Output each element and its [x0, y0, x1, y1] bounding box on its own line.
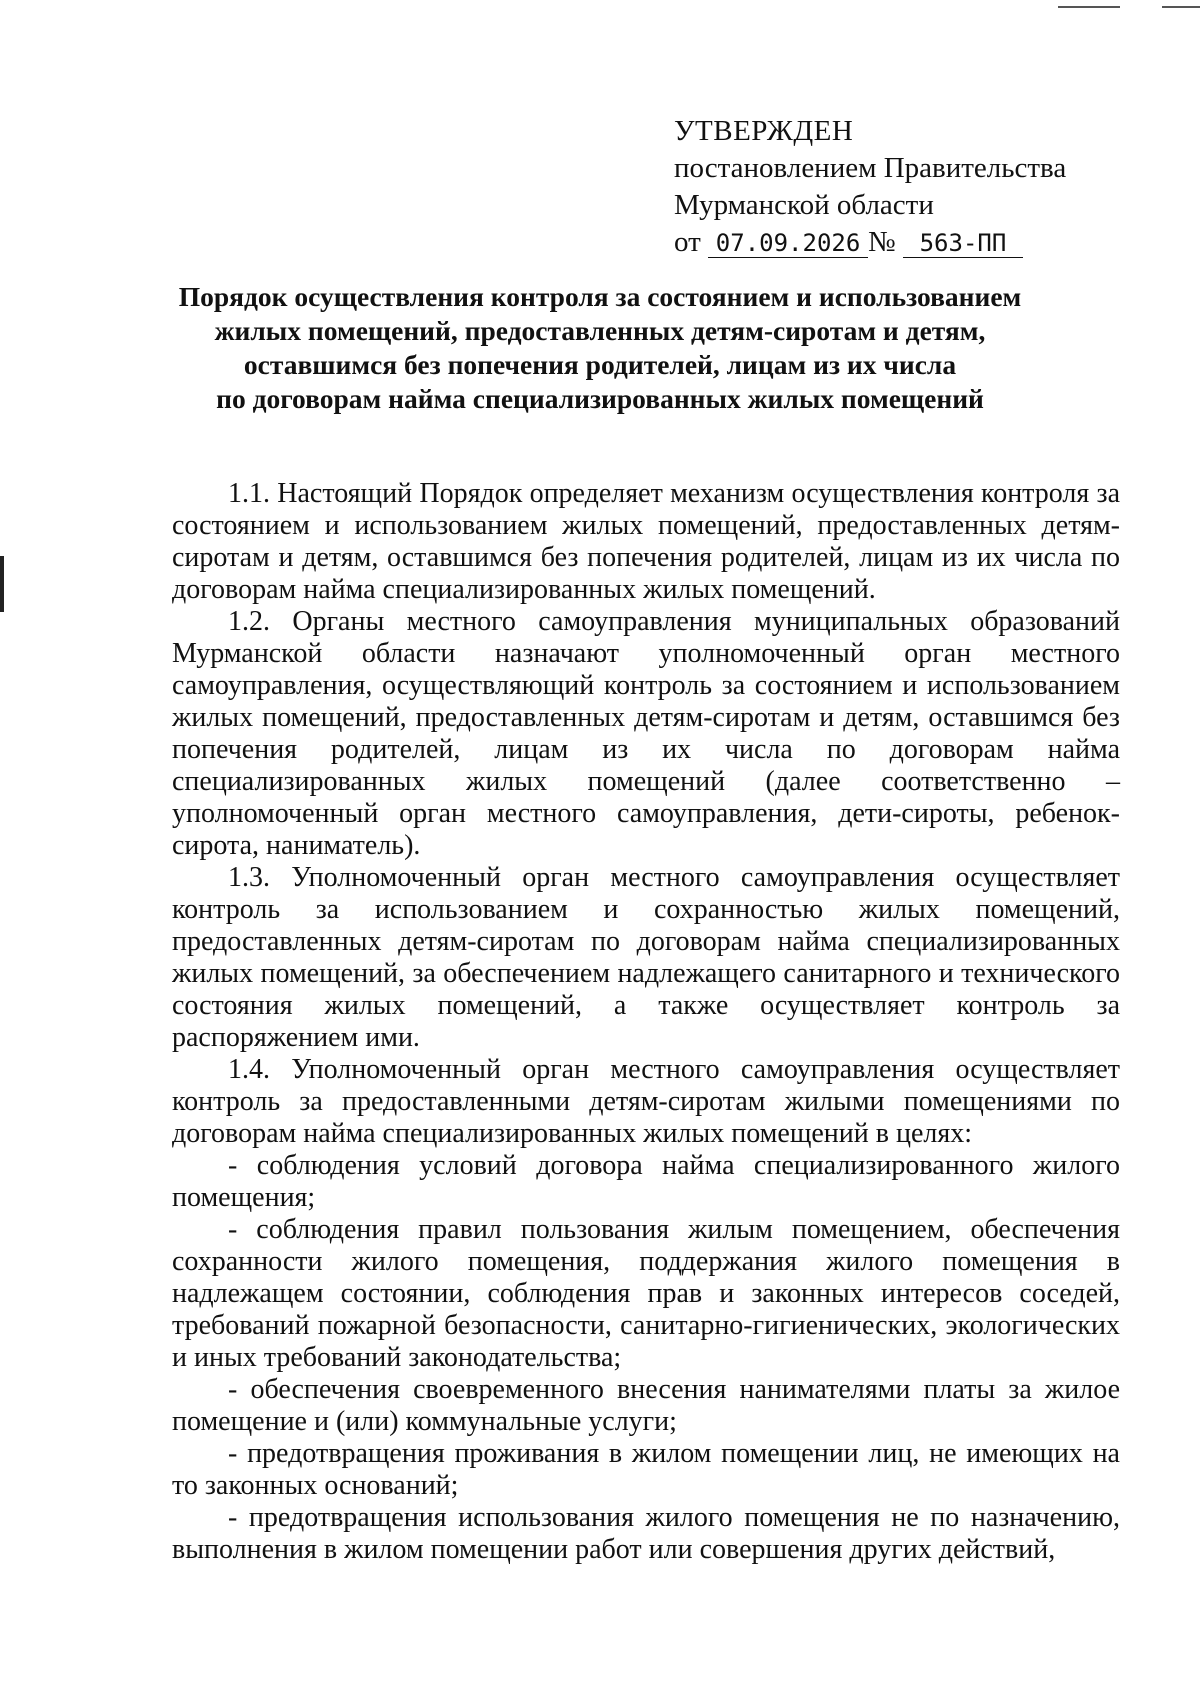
approval-date: 07.09.2026	[708, 229, 868, 258]
paragraph-1-2: 1.2. Органы местного самоуправления муниципальных образований Мурманской области назначают уполномоченный орган местного самоуправления, осуществляющий контроль за состоянием и использованием жилых помещений, предоставленных детям-сиротам и детям, оставшимся без попечения родителей, лицам из их числа по договорам найма специализированных жилых помещений (далее соответственно – уполномоченный орган местного самоуправления, дети-сироты, ребенок-сирота, наниматель).	[172, 606, 1120, 861]
approval-block	[674, 113, 1066, 261]
title-line: Порядок осуществления контроля за состоянием и использованием	[178, 281, 1022, 312]
approval-line-2: Мурманской области	[674, 189, 934, 221]
approval-line-1: постановлением Правительства	[674, 152, 1067, 184]
approval-label: УТВЕРЖДЕН	[674, 115, 854, 147]
list-item: - предотвращения проживания в жилом помещении лиц, не имеющих на то законных оснований;	[172, 1438, 1120, 1501]
scan-artifact-bar	[0, 556, 4, 612]
number-prefix: №	[868, 226, 896, 258]
document-body	[172, 478, 1120, 1566]
list-item: - соблюдения правил пользования жилым помещением, обеспечения сохранности жилого помещения, поддержания жилого помещения в надлежащем состоянии, соблюдения прав и законных интересов соседей, требований пожарной безопасности, санитарно-гигиенических, экологических и иных требований законодательства;	[172, 1214, 1120, 1373]
title-line: жилых помещений, предоставленных детям-сиротам и детям,	[214, 315, 986, 346]
paragraph-1-3: 1.3. Уполномоченный орган местного самоуправления осуществляет контроль за использованием и сохранностью жилых помещений, предоставленных детям-сиротам по договорам найма специализированных жилых помещений, за обеспечением надлежащего санитарного и технического состояния жилых помещений, а также осуществляет контроль за распоряжением ими.	[172, 862, 1120, 1053]
paragraph-1-4: 1.4. Уполномоченный орган местного самоуправления осуществляет контроль за предоставленными детям-сиротам жилыми помещениями по договорам найма специализированных жилых помещений в целях:	[172, 1054, 1120, 1149]
scan-artifact-line	[1162, 6, 1200, 8]
paragraph-1-1: 1.1. Настоящий Порядок определяет механизм осуществления контроля за состоянием и использованием жилых помещений, предоставленных детям-сиротам и детям, оставшимся без попечения родителей, лицам из их числа по договорам найма специализированных жилых помещений.	[172, 478, 1120, 605]
title-line: по договорам найма специализированных жилых помещений	[216, 383, 984, 414]
list-item: - обеспечения своевременного внесения нанимателями платы за жилое помещение и (или) коммунальные услуги;	[172, 1374, 1120, 1437]
title-line: оставшимся без попечения родителей, лицам из их числа	[243, 349, 957, 380]
approval-number: 563-ПП	[903, 229, 1023, 258]
scan-artifact-line	[1058, 6, 1120, 8]
date-prefix: от	[674, 226, 701, 258]
approval-date-line	[674, 224, 1066, 261]
list-item: - предотвращения использования жилого помещения не по назначению, выполнения в жилом помещении работ или совершения других действий,	[172, 1502, 1120, 1565]
document-title	[150, 280, 1050, 416]
list-item: - соблюдения условий договора найма специализированного жилого помещения;	[172, 1150, 1120, 1213]
